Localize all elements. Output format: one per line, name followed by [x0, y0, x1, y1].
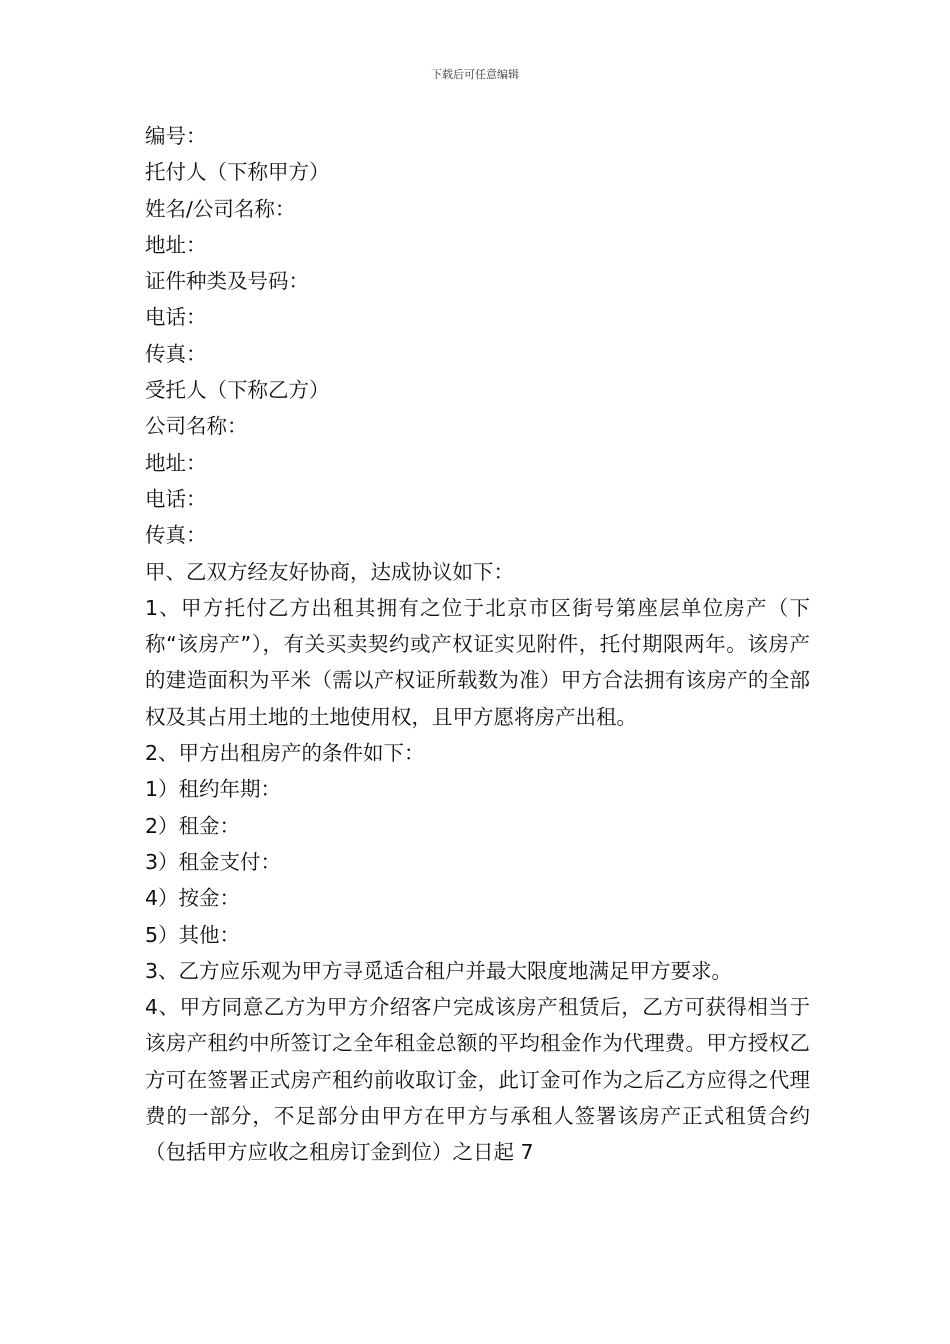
- clause-4: 4、甲方同意乙方为甲方介绍客户完成该房产租赁后，乙方可获得相当于该房产租约中所签订之全年租金总额的平均租金作为代理费。甲方授权乙方可在签署正式房产租约前收取订金，此订金可作为之后乙方应得之代理费的一部分，不足部分由甲方在甲方与承租人签署该房产正式租赁合约（包括甲方应收之租房订金到位）之日起 7: [145, 995, 810, 1165]
- clause-2-item-lease-term: 1）租约年期：: [145, 777, 282, 802]
- clause-2: 2、甲方出租房产的条件如下：: [145, 741, 425, 766]
- clause-2-item-rent-payment: 3）租金支付：: [145, 849, 282, 874]
- document-body: [145, 118, 810, 1171]
- party-a-address: 地址：: [145, 232, 207, 257]
- party-b-heading: 受托人（下称乙方）: [145, 378, 330, 403]
- header-note: 下载后可任意编辑: [431, 68, 519, 81]
- party-a-id: 证件种类及号码：: [145, 269, 309, 294]
- party-b-company: 公司名称：: [145, 414, 248, 439]
- party-a-phone: 电话：: [145, 305, 207, 330]
- party-a-fax: 传真：: [145, 341, 207, 366]
- clause-2-item-rent: 2）租金：: [145, 813, 241, 838]
- field-number: 编号：: [145, 124, 207, 148]
- clause-3: 3、乙方应乐观为甲方寻觅适合租户并最大限度地满足甲方要求。: [145, 958, 733, 983]
- agreement-intro: 甲、乙双方经友好协商，达成协议如下：: [145, 559, 514, 584]
- party-b-phone: 电话：: [145, 486, 207, 511]
- party-b-address: 地址：: [145, 450, 207, 475]
- party-b-fax: 传真：: [145, 523, 207, 548]
- clause-2-item-deposit: 4）按金：: [145, 886, 241, 911]
- party-a-heading: 托付人（下称甲方）: [145, 160, 330, 185]
- clause-2-item-other: 5）其他：: [145, 922, 241, 947]
- party-a-name: 姓名/公司名称：: [145, 196, 296, 221]
- clause-1: 1、甲方托付乙方出租其拥有之位于北京市区街号第座层单位房产（下称“该房产”），有关买卖契约或产权证实见附件，托付期限两年。该房产的建造面积为平米（需以产权证所载数为准）甲方合法拥有该房产的全部权及其占用土地的土地使用权，且甲方愿将房产出租。: [145, 595, 810, 729]
